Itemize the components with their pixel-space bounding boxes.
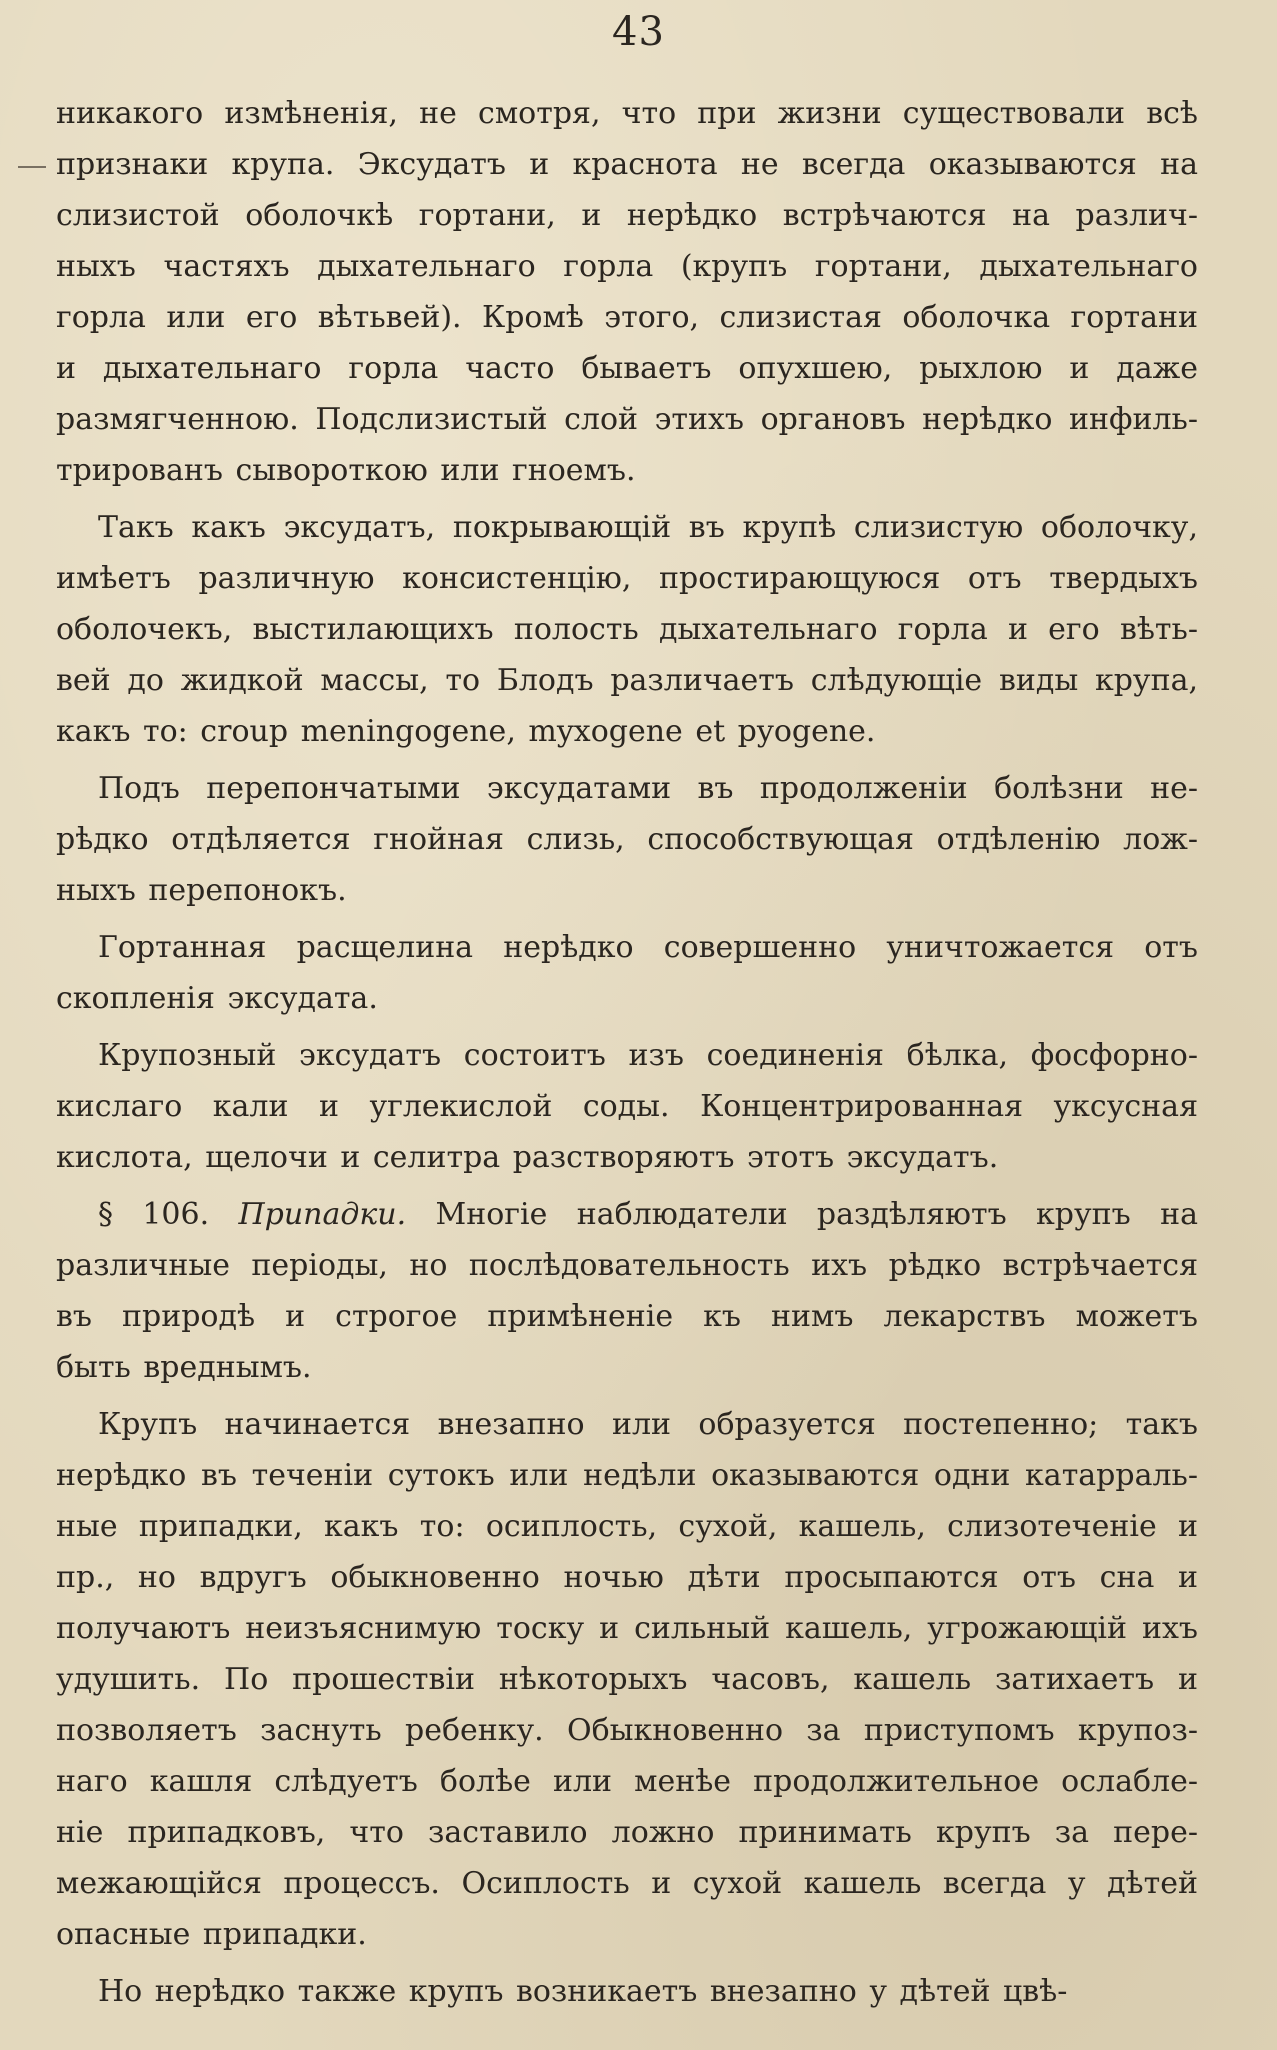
text-line: размягченною. Подслизистый слой этихъ органовъ нерѣдко инфиль-	[56, 402, 1198, 437]
text-line: ныхъ перепонокъ.	[56, 873, 347, 908]
text-line: никакого измѣненія, не смотря, что при жизни существовали всѣ	[56, 96, 1198, 131]
text-line: вей до жидкой массы, то Блодъ различаетъ слѣдующіе виды крупа,	[56, 663, 1198, 698]
text-line: Крупозный эксудатъ состоитъ изъ соединенія бѣлка, фосфорно-	[98, 1038, 1198, 1073]
text-line: получаютъ неизъяснимую тоску и сильный кашель, угрожающій ихъ	[56, 1611, 1198, 1646]
text-line: ные припадки, какъ то: осиплость, сухой, кашель, слизотеченіе и	[56, 1509, 1198, 1544]
text-line: какъ то: croup meningogene, myxogene et pyogene.	[56, 714, 876, 749]
text-line: наго кашля слѣдуетъ болѣе или менѣе продолжительное ослабле-	[56, 1764, 1198, 1799]
line-text: Многіе наблюдатели раздѣляютъ крупъ на	[435, 1197, 1198, 1232]
text-line: признаки крупа. Эксудатъ и краснота не всегда оказываются на	[56, 147, 1198, 182]
text-line: горла или его вѣтьвей). Кромѣ этого, слизистая оболочка гортани	[56, 300, 1198, 335]
text-line: слизистой оболочкѣ гортани, и нерѣдко встрѣчаются на различ-	[56, 198, 1198, 233]
paragraph	[56, 1030, 1198, 1183]
text-line: рѣдко отдѣляется гнойная слизь, способствующая отдѣленію лож-	[56, 822, 1198, 857]
text-line: Подъ перепончатыми эксудатами въ продолженіи болѣзни не-	[98, 771, 1198, 806]
body-text	[56, 88, 1198, 2023]
text-line: межающійся процессъ. Осиплость и сухой кашель всегда у дѣтей	[56, 1866, 1198, 1901]
paragraph	[56, 502, 1198, 757]
text-line: пр., но вдругъ обыкновенно ночью дѣти просыпаются отъ сна и	[56, 1560, 1198, 1595]
page-number: 43	[612, 9, 665, 55]
text-line: и дыхательнаго горла часто бываетъ опухшею, рыхлою и даже	[56, 351, 1198, 386]
text-line: кислота, щелочи и селитра разстворяютъ этотъ эксудатъ.	[56, 1140, 999, 1175]
paragraph	[56, 1399, 1198, 1960]
text-line: Но нерѣдко также крупъ возникаетъ внезапно у дѣтей цвѣ-	[98, 1974, 1068, 2009]
margin-mark	[18, 166, 46, 168]
paragraph	[56, 88, 1198, 496]
text-line: Крупъ начинается внезапно или образуется постепенно; такъ	[98, 1407, 1198, 1442]
text-line: въ природѣ и строгое примѣненіе къ нимъ лекарствъ можетъ	[56, 1299, 1198, 1334]
text-line: опасные припадки.	[56, 1917, 367, 1952]
paragraph	[56, 763, 1198, 916]
text-line: Гортанная расщелина нерѣдко совершенно уничтожается отъ	[98, 930, 1198, 965]
section-heading: Припадки.	[238, 1197, 407, 1232]
text-line: оболочекъ, выстилающихъ полость дыхательнаго горла и его вѣть-	[56, 612, 1198, 647]
paragraph	[56, 1189, 1198, 1393]
paragraph	[56, 1966, 1198, 2017]
text-line: нерѣдко въ теченіи сутокъ или недѣли оказываются одни катарраль-	[56, 1458, 1198, 1493]
text-line: быть вреднымъ.	[56, 1350, 312, 1385]
text-line: кислаго кали и углекислой соды. Концентрированная уксусная	[56, 1089, 1198, 1124]
text-line: Такъ какъ эксудатъ, покрывающій въ крупѣ слизистую оболочку,	[98, 510, 1198, 545]
text-line: удушить. По прошествіи нѣкоторыхъ часовъ, кашель затихаетъ и	[56, 1662, 1198, 1697]
text-line: ныхъ частяхъ дыхательнаго горла (крупъ гортани, дыхательнаго	[56, 249, 1198, 284]
section-number: § 106.	[98, 1197, 210, 1232]
paragraph	[56, 922, 1198, 1024]
text-line: трированъ сывороткою или гноемъ.	[56, 453, 636, 488]
text-line	[56, 1189, 1198, 1240]
text-line: ніе припадковъ, что заставило ложно принимать крупъ за пере-	[56, 1815, 1198, 1850]
text-line: скопленія эксудата.	[56, 981, 378, 1016]
text-line: различные періоды, но послѣдовательность ихъ рѣдко встрѣчается	[56, 1248, 1198, 1283]
text-line: позволяетъ заснуть ребенку. Обыкновенно за приступомъ крупоз-	[56, 1713, 1198, 1748]
text-line: имѣетъ различную консистенцію, простирающуюся отъ твердыхъ	[56, 561, 1198, 596]
